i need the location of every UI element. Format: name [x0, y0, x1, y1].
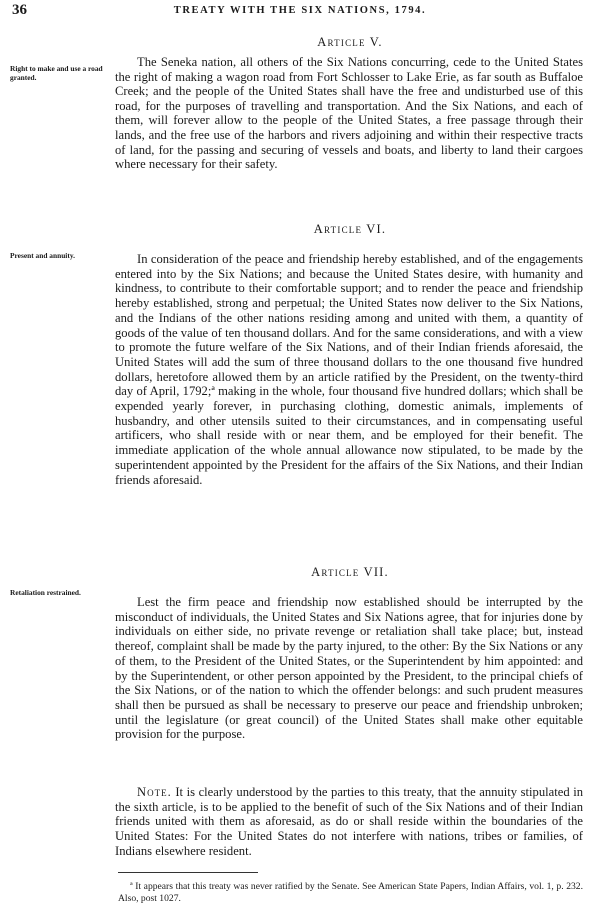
- article-vi-title: Article VI.: [313, 222, 387, 236]
- article-vii-text: Lest the firm peace and friendship now established should be interrupted by the misconduct of individuals, the United States and Six Nations agree, that for injuries done by individuals on either side, no private revenge or retaliation shall take place; but, instead thereof, complaint shall be made by the party injured, to the other: By the Six Nations or any of them, to the President of the United States, or the Superintendent by him appointed: and by the Superintendent, or other person appointed by the President, to the principal chiefs of the Six Nations, or of the nation to which the offender belongs: and such prudent measures shall then be pursued as shall be necessary to preserve our peace and friendship unbroken; until the legislature (or great council) of the United States shall make other equitable provision for the purpose.: [115, 595, 583, 742]
- footnote-divider: [118, 872, 258, 873]
- footnote: ª It appears that this treaty was never ratified by the Senate. See American State Papers, Indian Affairs, vol. 1, p. 232. Also, post 1027.: [118, 881, 583, 904]
- note-label: Note.: [137, 785, 172, 799]
- article-v-text: The Seneka nation, all others of the Six Nations concurring, cede to the United States the right of making a wagon road from Fort Schlosser to Lake Erie, as far south as Buffaloe Creek; and the people of the United States shall have the free and undisturbed use of this road, for the purposes of travelling and transportation. And the Six Nations, and each of them, will forever allow to the people of the United States, a free passage through their lands, and the free use of the harbors and rivers adjoining and within their respective tracts of land, for the passing and securing of vessels and boats, and liberty to land their cargoes where necessary for their safety.: [115, 55, 583, 172]
- page-header: [12, 2, 588, 22]
- article-v-title: Article V.: [317, 35, 383, 49]
- article-vi-text: In consideration of the peace and friendship hereby established, and of the engagements entered into by the Six Nations; and because the United States desire, with humanity and kindness, to contribute to their comfortable support; and to render the peace and friendship hereby established, strong and perpetual; the United States now deliver to the Six Nations, and the Indians of the other nations residing among and united with them, a quantity of goods of the value of ten thousand dollars. And for the same considerations, and with a view to promote the future welfare of the Six Nations, and of their Indian friends aforesaid, the United States will add the sum of three thousand dollars to the one thousand five hundred dollars, heretofore allowed them by an article ratified by the President, on the twenty-third day of April, 1792;ª making in the whole, four thousand five hundred dollars; which shall be expended yearly forever, in purchasing clothing, domestic animals, implements of husbandry, and other utensils suited to their circumstances, and in compensating useful artificers, who shall reside with or near them, and be employed for their benefit. The immediate application of the whole annual allowance now stipulated, to be made by the superintendent appointed by the President for the affairs of the Six Nations, and their Indian friends aforesaid.: [115, 252, 583, 487]
- article-vii-margin-note: Retaliation restrained.: [10, 588, 81, 597]
- note-text: It is clearly understood by the parties to this treaty, that the annuity stipulated in the sixth article, is to be applied to the benefit of such of the Six Nations and of their Indian friends united with them as aforesaid, as do or shall reside within the boundaries of the United States: For the United States do not interfere with nations, tribes or families, of Indians elsewhere resident.: [115, 785, 583, 858]
- page-number: 36: [12, 2, 27, 18]
- note-paragraph: [115, 785, 583, 859]
- running-head: TREATY WITH THE SIX NATIONS, 1794.: [173, 5, 427, 16]
- article-vi-margin-note: Present and annuity.: [10, 251, 75, 260]
- article-vii-title: Article VII.: [311, 565, 389, 579]
- article-v-margin-note: Right to make and use a road granted.: [10, 64, 103, 82]
